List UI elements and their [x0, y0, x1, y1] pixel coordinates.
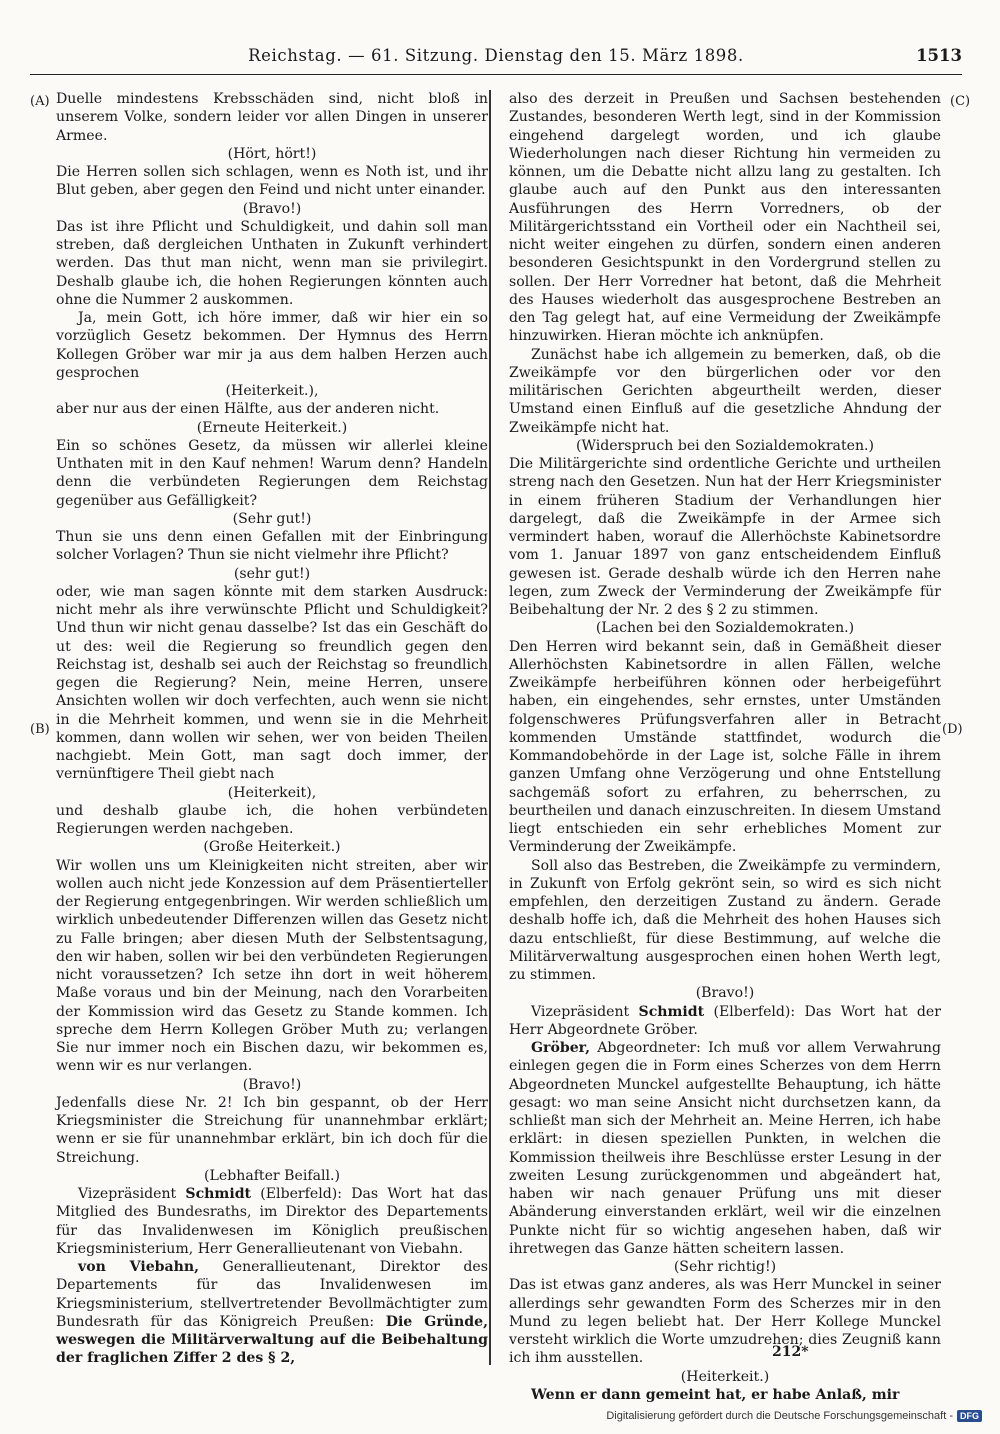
interjection: (Widerspruch bei den Sozialdemokraten.)	[575, 437, 875, 454]
paragraph: also des derzeit in Preußen und Sachsen bestehenden Zustandes, besonderen Werth legt, sind in der Kommission eingehend dargelegt worden, und ich glaube Wiederholungen nach dieser Richtung hin vermeiden zu können, um die Debatte nicht allzu lang zu gestalten. Ich glaube auch auf den Punkt aus den interessanten Ausführungen des Herrn Vorredners, ob der Militärgerichtsstand ein Vortheil oder ein Nachtheil sei, nicht weiter eingehen zu dürfen, sondern einen anderen besonderen Gesichtspunkt in den Vordergrund stellen zu sollen. Der Herr Vorredner hat betont, daß die Mehrheit des Hauses wiederholt das ausgesprochene Bestreben an den Tag gelegt hat, auf eine Vermeidung der Zweikämpfe hinzuwirken. Hieran möchte ich anknüpfen.	[509, 91, 941, 345]
margin-marker-a: (A)	[30, 94, 50, 109]
paragraph: Duelle mindestens Krebsschäden sind, nicht bloß in unserem Volke, sondern leider vor allen Dingen in unserer Armee.	[56, 91, 488, 144]
interjection: (Lebhafter Beifall.)	[204, 1167, 340, 1184]
interjection: (Heiterkeit.)	[680, 1368, 770, 1385]
speaker-name: Schmidt	[185, 1186, 252, 1202]
paragraph: Den Herren wird bekannt sein, daß in Gemäßheit dieser Allerhöchsten Kabinetsordre in allen Fällen, welche Zweikämpfe herbeiführen können oder herbeigeführt haben, ein eingehendes, sehr ernstes, unter Umständen folgenschweres Prüfungsverfahren aller in Betracht kommenden Umstände stattfindet, wodurch die Kommandobehörde in der Lage ist, solche Fälle in ihrem ganzen Umfang ohne Verzögerung und ohne Entstellung sachgemäß sofort zu erfahren, zu beherrschen, zu beurtheilen und danach einzuschreiten. In diesem Umstand liegt entschieden ein sehr erhebliches Moment zur Verminderung der Zweikämpfe.	[509, 638, 941, 856]
speaker-name: Schmidt	[638, 1003, 705, 1020]
paragraph: Ein so schönes Gesetz, da müssen wir allerlei kleine Unthaten mit in den Kauf nehmen! Warum denn? Handeln denn die verbündeten Regierungen dem Reichstag gegenüber aus Gefälligkeit?	[56, 437, 488, 509]
paragraph: Die Herren sollen sich schlagen, wenn es Noth ist, und ihr Blut geben, aber gegen den Feind und nicht unter einander.	[56, 164, 488, 199]
column-divider	[489, 90, 491, 1365]
paragraph: Thun sie uns denn einen Gefallen mit der Einbringung solcher Vorlagen? Thun sie nicht vielmehr ihre Pflicht?	[56, 529, 488, 564]
interjection: (Bravo!)	[695, 985, 755, 1002]
paragraph: Jedenfalls diese Nr. 2! Ich bin gespannt, ob der Herr Kriegsminister die Streichung für unannehmbar erklärt; wenn er sie für unannehmbar erklärt, bin ich doch für die Streichung.	[56, 1094, 488, 1166]
speaker-paragraph: Gröber, Abgeordneter: Ich muß vor allem Verwahrung einlegen gegen die in Form eines Scherzes von dem Herrn Abgeordneten Munckel aufgestellte Behauptung, ich hätte gesagt: wo man seine Ansicht nicht durchsetzen kann, da schließt man sich der Mehrheit an. Meine Herren, ich habe erklärt: in diesen speziellen Punkten, in welchen die Kommission theilweis ihre Beschlüsse erster Lesung in der zweiten Lesung zurückgenommen und abgeändert hat, haben wir nach genauer Prüfung uns mit dieser Abänderung einverstanden erklärt, weil wir die einzelnen Punkte nicht für so wichtig angesehen haben, daß wir ihretwegen das Ganze hätten scheitern lassen.	[509, 1040, 941, 1257]
left-column	[56, 90, 488, 1373]
right-column	[509, 90, 941, 1403]
interjection: (Sehr richtig!)	[673, 1259, 777, 1275]
margin-marker-b: (B)	[30, 722, 50, 737]
signature-mark: 212*	[772, 1344, 809, 1360]
speaker-paragraph: Vizepräsident Schmidt (Elberfeld): Das Wort hat der Herr Abgeordnete Gröber.	[509, 1003, 941, 1038]
paragraph: aber nur aus der einen Hälfte, aus der anderen nicht.	[56, 401, 440, 418]
interjection: (Bravo!)	[242, 1076, 302, 1093]
dfg-logo: DFG	[957, 1410, 982, 1422]
page-header	[30, 46, 962, 75]
interjection: (Heiterkeit),	[227, 784, 317, 801]
footer-credit: Digitalisierung gefördert durch die Deutsche Forschungsgemeinschaft -	[606, 1410, 953, 1422]
interjection: (Hört, hört!)	[227, 145, 317, 162]
interjection: (Sehr gut!)	[232, 510, 312, 527]
interjection: (Erneute Heiterkeit.)	[196, 419, 348, 436]
paragraph: Soll also das Bestreben, die Zweikämpfe zu vermindern, in Zukunft von Erfolg gekrönt sein, so wird es sich nicht empfehlen, den derzeitigen Zustand zu ändern. Gerade deshalb hoffe ich, daß die Mehrheit des hohen Hauses sich dazu entschließt, für diese Bestimmung, auf welche die Militärverwaltung ausgesprochen einen hohen Werth legt, zu stimmen.	[509, 857, 941, 983]
speaker-paragraph: Vizepräsident Schmidt (Elberfeld): Das Wort hat das Mitglied des Bundesraths, im Direktor des Departements für das Invalidenwesen im Königlich preußischen Kriegsministerium, Herr Generallieutenant von Viebahn.	[56, 1186, 488, 1257]
paragraph: und deshalb glaube ich, die hohen verbündeten Regierungen werden nachgeben.	[56, 802, 488, 837]
running-title: Reichstag. — 61. Sitzung. Dienstag den 15. März 1898.	[248, 46, 744, 65]
speaker-name: von Viebahn,	[78, 1259, 200, 1275]
paragraph: Das ist etwas ganz anderes, als was Herr Munckel in seiner allerdings sehr gewandten Form des Scherzes mir in den Mund zu legen beliebt hat. Der Herr Kollege Munckel versteht wirklich die Worte umzudrehen; dies Zeugniß kann ich ihm ausstellen.	[509, 1277, 941, 1367]
paragraph: Die Militärgerichte sind ordentliche Gerichte und urtheilen streng nach den Gesetzen. Nun hat der Herr Kriegsminister in einem früheren Stadium der Verhandlungen hier dargelegt, daß die Zweikämpfe in der Armee sich vermindert haben, worauf die Allerhöchste Kabinetsordre vom 1. Januar 1897 von ganz entscheidendem Einfluß gewesen ist. Gerade deshalb würde ich den Herren nahe legen, zum Zweck der Verminderung der Zweikämpfe für Beibehaltung der Nr. 2 des § 2 zu stimmen.	[509, 456, 941, 618]
margin-marker-d: (D)	[942, 722, 963, 737]
interjection: (Große Heiterkeit.)	[203, 839, 341, 856]
speaker-paragraph: von Viebahn, Generallieutenant, Direktor des Departements für das Invalidenwesen im Kriegsministerium, stellvertretender Bevollmächtigter zum Bundesrath für das Königreich Preußen: Die Gründe, weswegen die Militärverwaltung auf die Beibehaltung der fraglichen Ziffer 2 des § 2,	[56, 1259, 489, 1367]
interjection: (Lachen bei den Sozialdemokraten.)	[595, 620, 855, 637]
page-number: 1513	[916, 46, 962, 65]
margin-marker-c: (C)	[950, 94, 971, 109]
footer	[606, 1410, 982, 1422]
paragraph: Zunächst habe ich allgemein zu bemerken, daß, ob die Zweikämpfe vor den bürgerlichen oder vor den militärischen Gerichten abgeurtheilt werden, dieser Umstand einen Einfluß auf die gesetzliche Ahndung der Zweikämpfe nicht hat.	[509, 346, 941, 436]
interjection: (Heiterkeit.),	[225, 383, 319, 399]
interjection: (Bravo!)	[242, 200, 302, 217]
paragraph: Wenn er dann gemeint hat, er habe Anlaß, mir	[531, 1386, 900, 1403]
paragraph: Das ist ihre Pflicht und Schuldigkeit, und dahin soll man streben, daß dergleichen Unthaten in Zukunft verhindert werden. Das thut man nicht, wenn man sie privilegirt. Deshalb glaube ich, die hohen Regierungen könnten auch ohne die Nummer 2 auskommen.	[56, 218, 488, 308]
speaker-name: Gröber,	[531, 1040, 590, 1056]
paragraph: oder, wie man sagen könnte mit dem starken Ausdruck: nicht mehr als ihre verwünschte Pflicht und Schuldigkeit? Und thun wir nicht genau dasselbe? Ist das ein Geschäft do ut des: weil die Regierung so freundlich gegen den Reichstag ist, deshalb sei auch der Reichstag so freundlich gegen die Regierung? Nein, meine Herren, unsere Ansichten wollen wir doch verfechten, auch wenn sie nicht in die Mehrheit kommen, und wenn sie in die Mehrheit kommen, dann wollen wir sehen, wer von beiden Theilen nachgiebt. Mein Gott, man sagt doch immer, der vernünftigere Theil giebt nach	[56, 583, 488, 783]
paragraph: Ja, mein Gott, ich höre immer, daß wir hier ein so vorzüglich Gesetz bekommen. Der Hymnus des Herrn Kollegen Gröber war mir ja aus dem halben Herzen auch gesprochen	[56, 310, 488, 381]
paragraph: Wir wollen uns um Kleinigkeiten nicht streiten, aber wir wollen auch nicht jede Konzession auf dem Präsentierteller der Regierung entgegenbringen. Wir werden schließlich um wirklich unbedeutender Differenzen willen das Gesetz nicht zu Falle bringen; aber diesen Muth der Selbstentsagung, den wir haben, sollen wir bei den verbündeten Regierungen nicht voraussetzen? Ich setze ihn dort in weit höherem Maße voraus und bin der Meinung, nach den Vorarbeiten der Kommission wird das Gesetz zu Stande kommen. Ich spreche dem Herrn Kollegen Gröber Muth zu; verlangen Sie nur immer noch ein Bischen dazu, wir bekommen es, wenn wir es nur verlangen.	[56, 857, 488, 1075]
interjection: (sehr gut!)	[233, 565, 311, 582]
